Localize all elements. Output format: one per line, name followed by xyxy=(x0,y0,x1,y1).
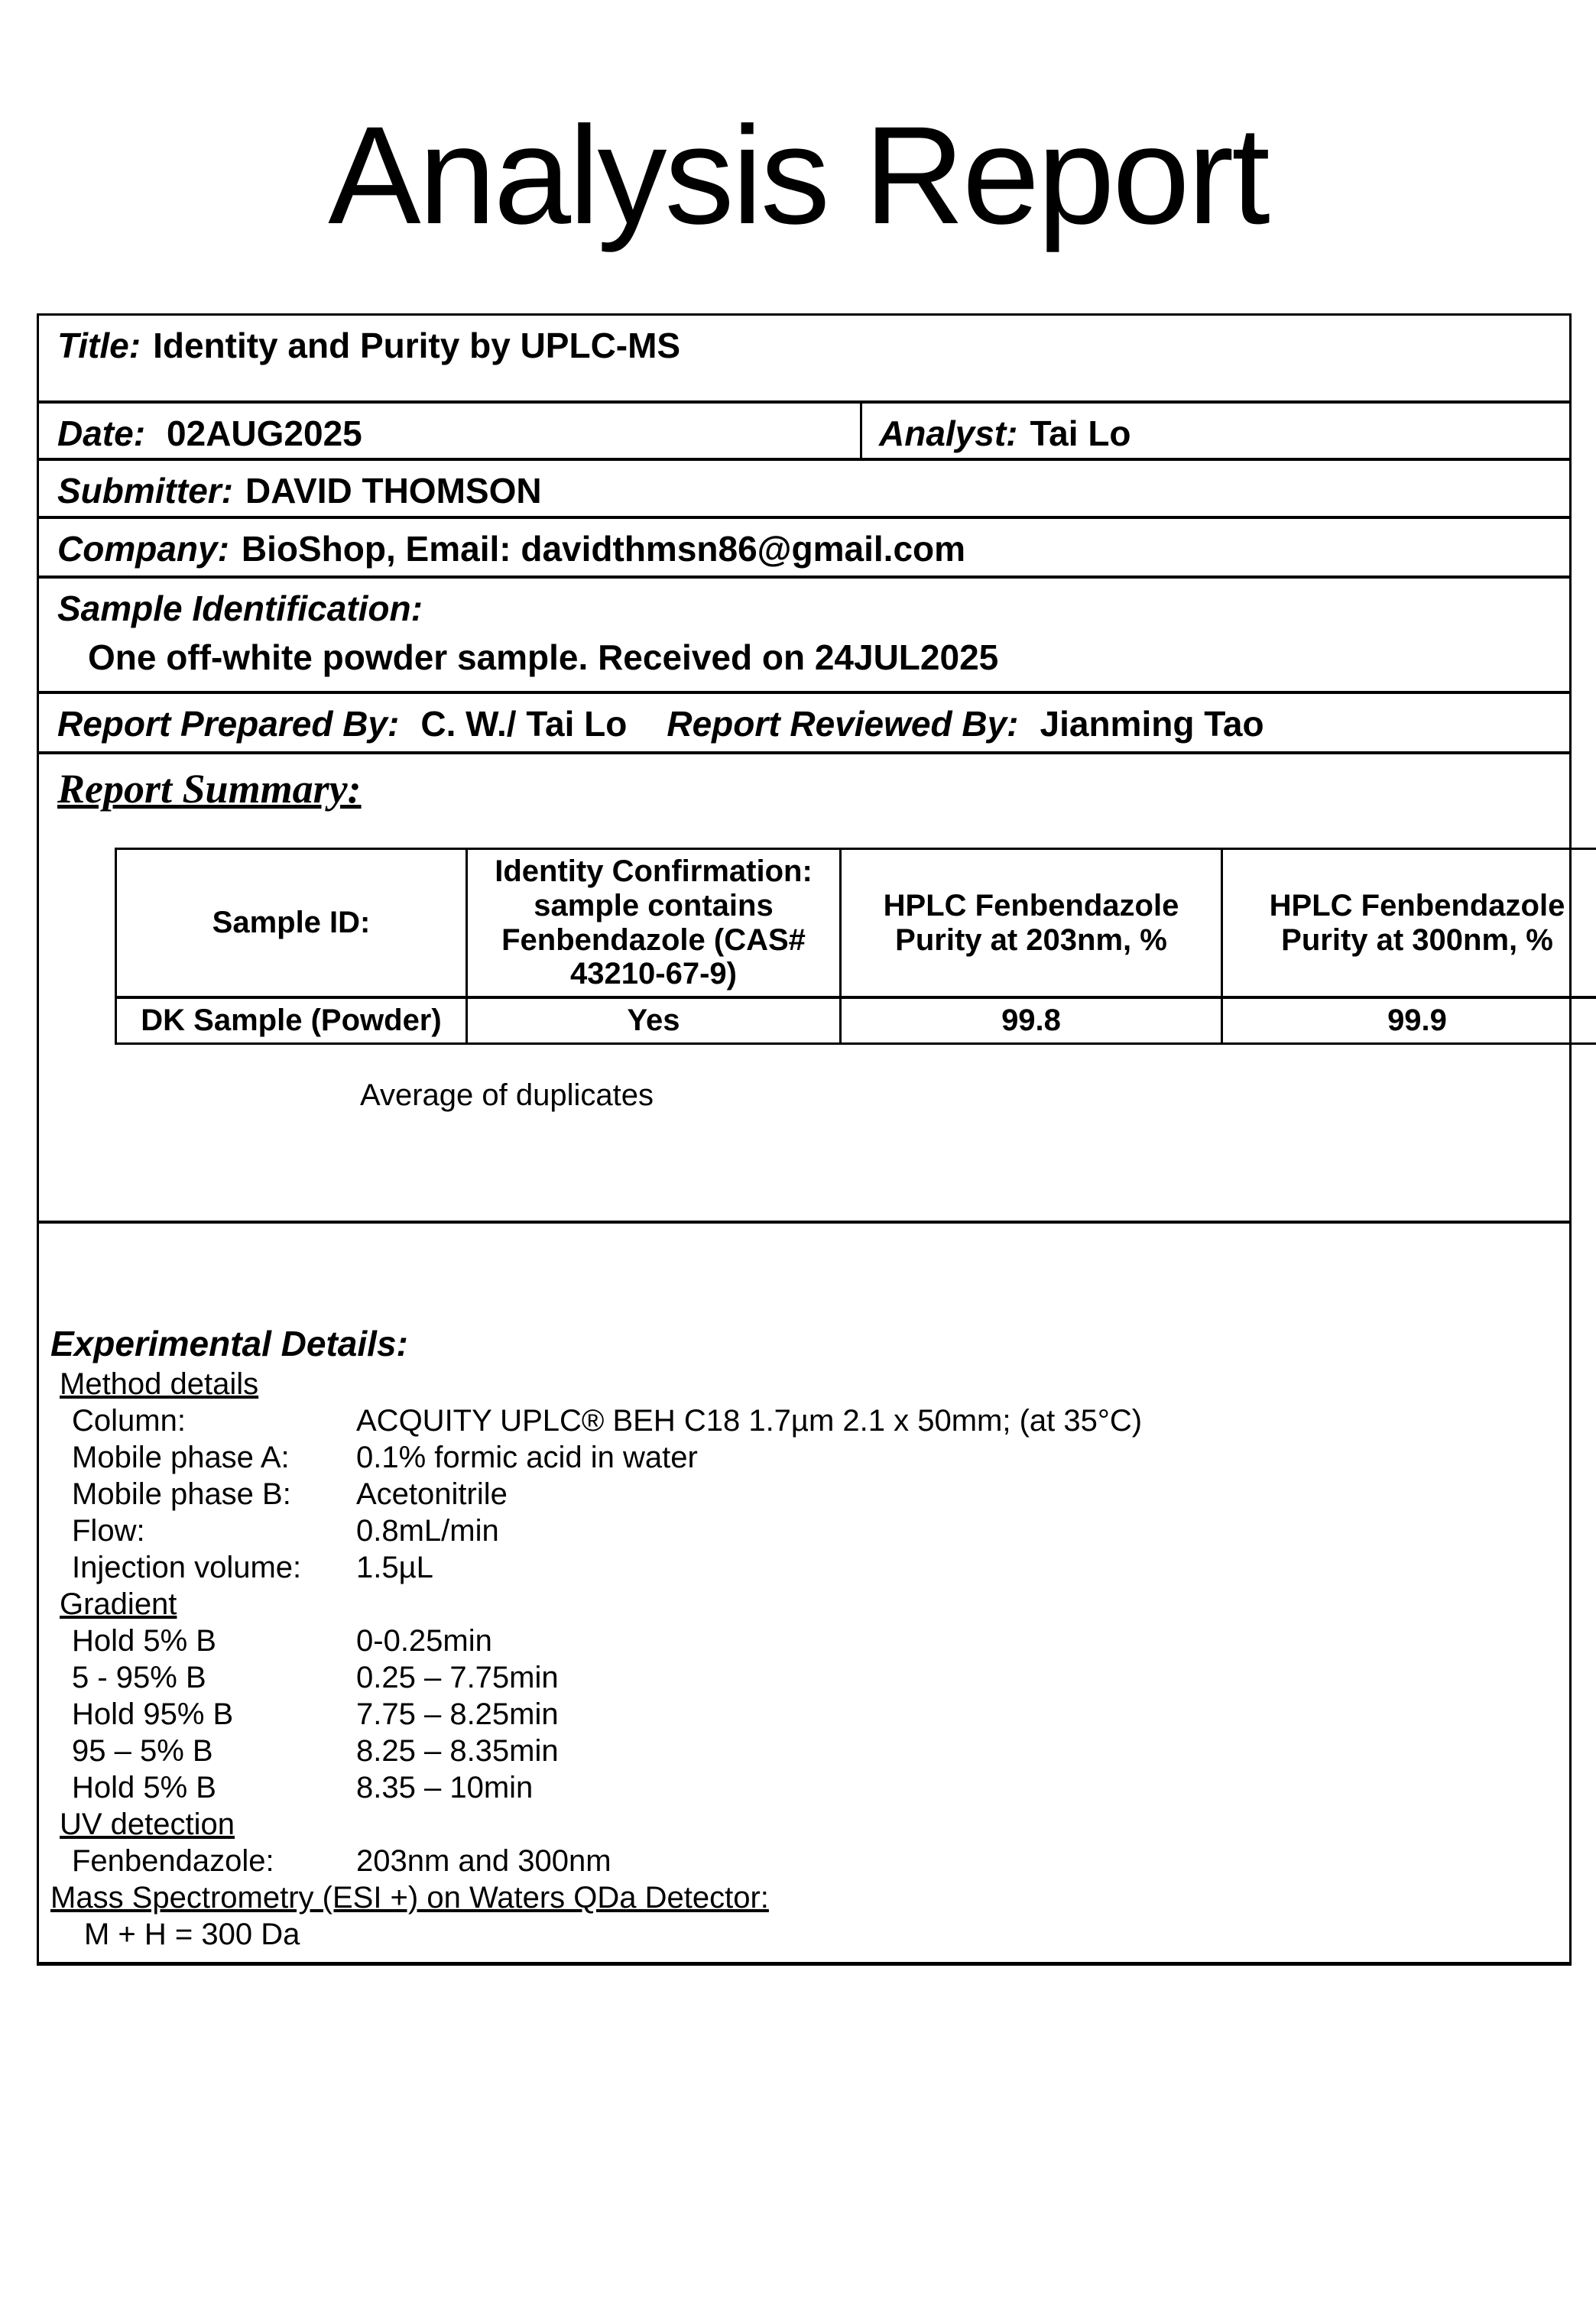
summary-header-purity-203: HPLC Fenbendazole Purity at 203nm, % xyxy=(841,849,1222,998)
submitter-row xyxy=(39,461,1569,519)
sample-id-label: Sample Identification: xyxy=(57,588,423,628)
summary-cell-sample-id: DK Sample (Powder) xyxy=(116,997,467,1043)
sample-identification-row xyxy=(39,579,1569,694)
gradient-label: 5 - 95% B xyxy=(72,1661,206,1694)
gradient-row-4 xyxy=(72,1733,1569,1769)
title-value: Identity and Purity by UPLC-MS xyxy=(153,326,681,365)
gradient-label: 95 – 5% B xyxy=(72,1734,213,1768)
experimental-details-section xyxy=(39,1224,1569,1962)
prepared-by-label: Report Prepared By: xyxy=(57,704,400,744)
method-value: 0.1% formic acid in water xyxy=(356,1441,698,1474)
report-summary-section xyxy=(39,754,1569,1224)
gradient-row-5 xyxy=(72,1769,1569,1806)
gradient-row-1 xyxy=(72,1623,1569,1659)
date-analyst-row xyxy=(39,404,1569,461)
gradient-row-2 xyxy=(72,1659,1569,1696)
title-label: Title: xyxy=(57,326,141,365)
gradient-label: Hold 5% B xyxy=(72,1624,216,1658)
method-label: Mobile phase B: xyxy=(72,1477,291,1511)
analyst-label: Analyst: xyxy=(879,413,1018,453)
date-value: 02AUG2025 xyxy=(167,413,362,453)
reviewed-by-label: Report Reviewed By: xyxy=(667,704,1019,744)
summary-header-identity: Identity Confirmation: sample contains Fenbendazole (CAS# 43210-67-9) xyxy=(467,849,841,998)
company-row xyxy=(39,519,1569,579)
method-row-injection xyxy=(72,1549,1569,1586)
analyst-cell xyxy=(862,404,1569,458)
method-label: Column: xyxy=(72,1404,186,1438)
method-label: Mobile phase A: xyxy=(72,1441,290,1474)
company-value: BioShop, Email: davidthmsn86@gmail.com xyxy=(241,529,966,569)
summary-cell-purity-203: 99.8 xyxy=(841,997,1222,1043)
company-label: Company: xyxy=(57,529,229,569)
summary-table-header-row xyxy=(116,849,1596,998)
mass-spectrometry-heading: Mass Spectrometry (ESI +) on Waters QDa Detector: xyxy=(50,1881,769,1915)
method-value: Acetonitrile xyxy=(356,1477,508,1511)
gradient-value: 0.25 – 7.75min xyxy=(356,1661,559,1694)
gradient-value: 8.25 – 8.35min xyxy=(356,1734,559,1768)
method-row-flow xyxy=(72,1513,1569,1549)
reviewed-by-value: Jianming Tao xyxy=(1040,704,1264,744)
prepared-reviewed-row xyxy=(39,694,1569,754)
page-title: Analysis Report xyxy=(328,97,1268,253)
uv-row-fenbendazole xyxy=(72,1843,1569,1879)
date-label: Date: xyxy=(57,413,146,453)
gradient-heading: Gradient xyxy=(60,1587,177,1621)
summary-table-data-row xyxy=(116,997,1596,1043)
report-summary-heading: Report Summary: xyxy=(57,766,362,812)
method-value: 1.5µL xyxy=(356,1551,433,1584)
summary-header-sample-id: Sample ID: xyxy=(116,849,467,998)
uv-detection-heading: UV detection xyxy=(60,1808,235,1841)
submitter-label: Submitter: xyxy=(57,471,233,511)
date-cell xyxy=(39,404,862,458)
report-form-table xyxy=(37,313,1572,1966)
gradient-row-3 xyxy=(72,1696,1569,1733)
analyst-value: Tai Lo xyxy=(1030,413,1131,453)
summary-cell-purity-300: 99.9 xyxy=(1222,997,1596,1043)
prepared-by-value: C. W./ Tai Lo xyxy=(420,704,628,744)
gradient-value: 8.35 – 10min xyxy=(356,1771,534,1804)
method-row-mobile-b xyxy=(72,1476,1569,1513)
submitter-value: DAVID THOMSON xyxy=(245,471,542,511)
sample-id-value: One off-white powder sample. Received on 24JUL2025 xyxy=(88,637,999,677)
gradient-label: Hold 5% B xyxy=(72,1771,216,1804)
method-row-column xyxy=(72,1402,1569,1439)
method-row-mobile-a xyxy=(72,1439,1569,1476)
gradient-value: 0-0.25min xyxy=(356,1624,492,1658)
method-label: Flow: xyxy=(72,1514,145,1548)
gradient-value: 7.75 – 8.25min xyxy=(356,1697,559,1731)
summary-header-purity-300: HPLC Fenbendazole Purity at 300nm, % xyxy=(1222,849,1596,998)
gradient-label: Hold 95% B xyxy=(72,1697,234,1731)
summary-cell-identity: Yes xyxy=(467,997,841,1043)
title-row xyxy=(39,316,1569,404)
summary-note: Average of duplicates xyxy=(360,1078,654,1112)
method-label: Injection volume: xyxy=(72,1551,302,1584)
method-value: ACQUITY UPLC® BEH C18 1.7µm 2.1 x 50mm; (at 35°C) xyxy=(356,1404,1143,1438)
method-details-heading: Method details xyxy=(60,1367,259,1401)
uv-label: Fenbendazole: xyxy=(72,1844,274,1878)
method-value: 0.8mL/min xyxy=(356,1514,499,1548)
mass-spectrometry-value: M + H = 300 Da xyxy=(84,1918,300,1951)
experimental-details-heading: Experimental Details: xyxy=(50,1324,408,1363)
uv-value: 203nm and 300nm xyxy=(356,1844,611,1878)
summary-table xyxy=(115,848,1596,1045)
